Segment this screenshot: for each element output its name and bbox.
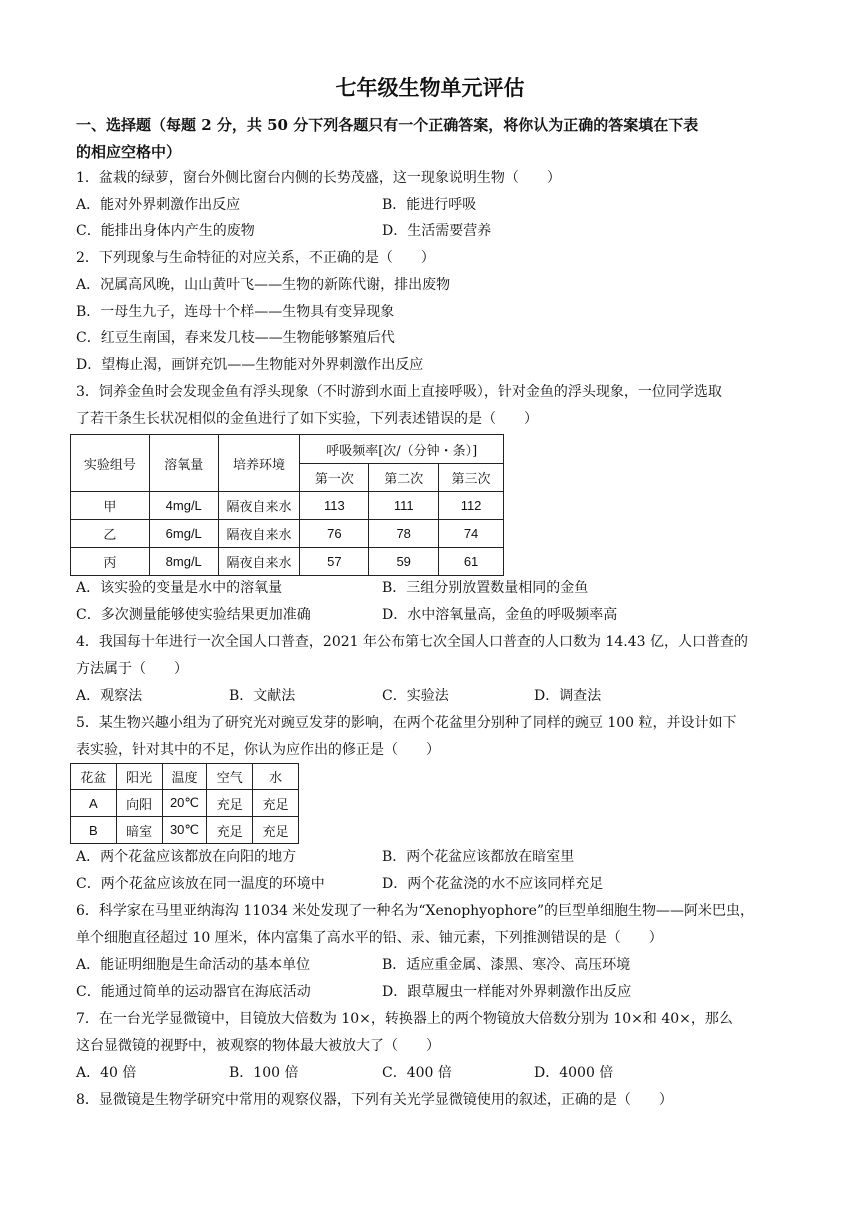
q5-option-c: C．两个花盆应该放在同一温度的环境中 (76, 876, 325, 892)
table-cell: 111 (369, 492, 439, 520)
q3-option-c: C．多次测量能够使实验结果更加准确 (76, 607, 311, 623)
table-cell: 充足 (253, 790, 299, 817)
q7-option-c: C．400 倍 (382, 1065, 452, 1081)
table-cell: 向阳 (116, 790, 162, 817)
table-row (71, 520, 504, 548)
q2-stem: 2．下列现象与生命特征的对应关系，不正确的是（ ） (76, 250, 435, 266)
q5-stem-line2: 表实验，针对其中的不足，你认为应作出的修正是（ ） (76, 742, 440, 758)
q3-option-b: B．三组分别放置数量相同的金鱼 (382, 580, 589, 596)
table-cell: 30℃ (162, 817, 207, 844)
table-cell: 乙 (71, 520, 150, 548)
q3-header-environment: 培养环境 (218, 435, 300, 492)
table-cell: 74 (439, 520, 504, 548)
q1-option-a: A．能对外界刺激作出反应 (76, 197, 241, 213)
q6-option-b: B．适应重金属、漆黑、寒冷、高压环境 (382, 957, 631, 973)
table-cell: 充足 (207, 790, 253, 817)
table-cell: 隔夜自来水 (218, 548, 300, 576)
q5-header-temperature: 温度 (162, 764, 207, 790)
q7-option-a: A．40 倍 (76, 1065, 137, 1081)
table-cell: 76 (300, 520, 369, 548)
table-cell: 20℃ (162, 790, 207, 817)
table-cell: A (71, 790, 117, 817)
table-cell: 充足 (207, 817, 253, 844)
q7-option-d: D．4000 倍 (534, 1065, 614, 1081)
table-cell: 61 (439, 548, 504, 576)
q4-option-a: A．观察法 (76, 688, 143, 704)
q5-option-b: B．两个花盆应该都放在暗室里 (382, 849, 575, 865)
table-cell: 57 (300, 548, 369, 576)
q6-stem-line1: 6．科学家在马里亚纳海沟 11034 米处发现了一种名为“Xenophyophore”的巨型单细胞生物——阿米巴虫， (76, 903, 755, 919)
table-cell: 隔夜自来水 (218, 492, 300, 520)
q3-header-group: 实验组号 (71, 435, 150, 492)
table-row (71, 492, 504, 520)
table-cell: 78 (369, 520, 439, 548)
table-row (71, 790, 299, 817)
q4-option-c: C．实验法 (382, 688, 449, 704)
table-row (71, 817, 299, 844)
q2-option-b: B．一母生九子，连母十个样——生物具有变异现象 (76, 304, 395, 320)
q2-option-a: A．况属高风晚，山山黄叶飞——生物的新陈代谢，排出废物 (76, 277, 451, 293)
q8-stem: 8．显微镜是生物学研究中常用的观察仪器，下列有关光学显微镜使用的叙述，正确的是（ ） (76, 1092, 673, 1108)
q3-header-frequency: 呼吸频率[次/（分钟・条）] (300, 435, 504, 464)
q3-option-d: D．水中溶氧量高，金鱼的呼吸频率高 (382, 607, 618, 623)
q3-stem-line1: 3．饲养金鱼时会发现金鱼有浮头现象（不时游到水面上直接呼吸），针对金鱼的浮头现象，一位同学选取 (76, 384, 722, 400)
q5-option-d: D．两个花盆浇的水不应该同样充足 (382, 876, 604, 892)
table-cell: 充足 (253, 817, 299, 844)
table-cell: 112 (439, 492, 504, 520)
table-cell: 8mg/L (149, 548, 218, 576)
q5-header-air: 空气 (207, 764, 253, 790)
q5-header-water: 水 (253, 764, 299, 790)
q6-stem-line2: 单个细胞直径超过 10 厘米，体内富集了高水平的铅、汞、铀元素，下列推测错误的是（ ） (76, 930, 663, 946)
q7-stem-line1: 7．在一台光学显微镜中，目镜放大倍数为 10×，转换器上的两个物镜放大倍数分别为 10×和 40×，那么 (76, 1011, 733, 1027)
q5-option-a: A．两个花盆应该都放在向阳的地方 (76, 849, 297, 865)
q4-stem-line2: 方法属于（ ） (76, 661, 188, 677)
table-cell: 甲 (71, 492, 150, 520)
table-cell: 隔夜自来水 (218, 520, 300, 548)
q3-header-trial-2: 第二次 (369, 464, 439, 492)
table-cell: 6mg/L (149, 520, 218, 548)
page-title: 七年级生物单元评估 (335, 75, 525, 100)
q1-stem: 1．盆栽的绿萝，窗台外侧比窗台内侧的长势茂盛，这一现象说明生物（ ） (76, 170, 561, 186)
q3-header-trial-1: 第一次 (300, 464, 369, 492)
table-cell: 113 (300, 492, 369, 520)
table-row (71, 548, 504, 576)
q3-stem-line2: 了若干条生长状况相似的金鱼进行了如下实验，下列表述错误的是（ ） (76, 411, 538, 427)
section-heading-line1: 一、选择题（每题 2 分，共 50 分下列各题只有一个正确答案，将你认为正确的答案填在下表 (76, 116, 699, 134)
q1-option-c: C．能排出身体内产生的废物 (76, 223, 255, 239)
q6-option-a: A．能证明细胞是生命活动的基本单位 (76, 957, 311, 973)
q5-data-table (70, 763, 299, 844)
q7-option-b: B．100 倍 (229, 1065, 299, 1081)
q1-option-d: D．生活需要营养 (382, 223, 492, 239)
section-heading-line2: 的相应空格中） (76, 143, 182, 161)
table-cell: 4mg/L (149, 492, 218, 520)
q6-option-c: C．能通过简单的运动器官在海底活动 (76, 984, 311, 1000)
q5-header-pot: 花盆 (71, 764, 117, 790)
q3-header-trial-3: 第三次 (439, 464, 504, 492)
q5-header-light: 阳光 (116, 764, 162, 790)
q2-option-c: C．红豆生南国，春来发几枝——生物能够繁殖后代 (76, 330, 395, 346)
q5-stem-line1: 5．某生物兴趣小组为了研究光对豌豆发芽的影响，在两个花盆里分别种了同样的豌豆 100 粒，并设计如下 (76, 715, 737, 731)
table-cell: B (71, 817, 117, 844)
q3-option-a: A．该实验的变量是水中的溶氧量 (76, 580, 283, 596)
q3-header-oxygen: 溶氧量 (149, 435, 218, 492)
q1-option-b: B．能进行呼吸 (382, 197, 477, 213)
q6-option-d: D．跟草履虫一样能对外界刺激作出反应 (382, 984, 632, 1000)
q2-option-d: D．望梅止渴，画饼充饥——生物能对外界刺激作出反应 (76, 357, 424, 373)
q4-stem-line1: 4．我国每十年进行一次全国人口普查，2021 年公布第七次全国人口普查的人口数为 14.43 亿，人口普查的 (76, 634, 748, 650)
table-cell: 丙 (71, 548, 150, 576)
table-cell: 暗室 (116, 817, 162, 844)
table-cell: 59 (369, 548, 439, 576)
q4-option-b: B．文献法 (229, 688, 296, 704)
q4-option-d: D．调查法 (534, 688, 602, 704)
q3-data-table (70, 434, 504, 576)
q7-stem-line2: 这台显微镜的视野中，被观察的物体最大被放大了（ ） (76, 1038, 440, 1054)
